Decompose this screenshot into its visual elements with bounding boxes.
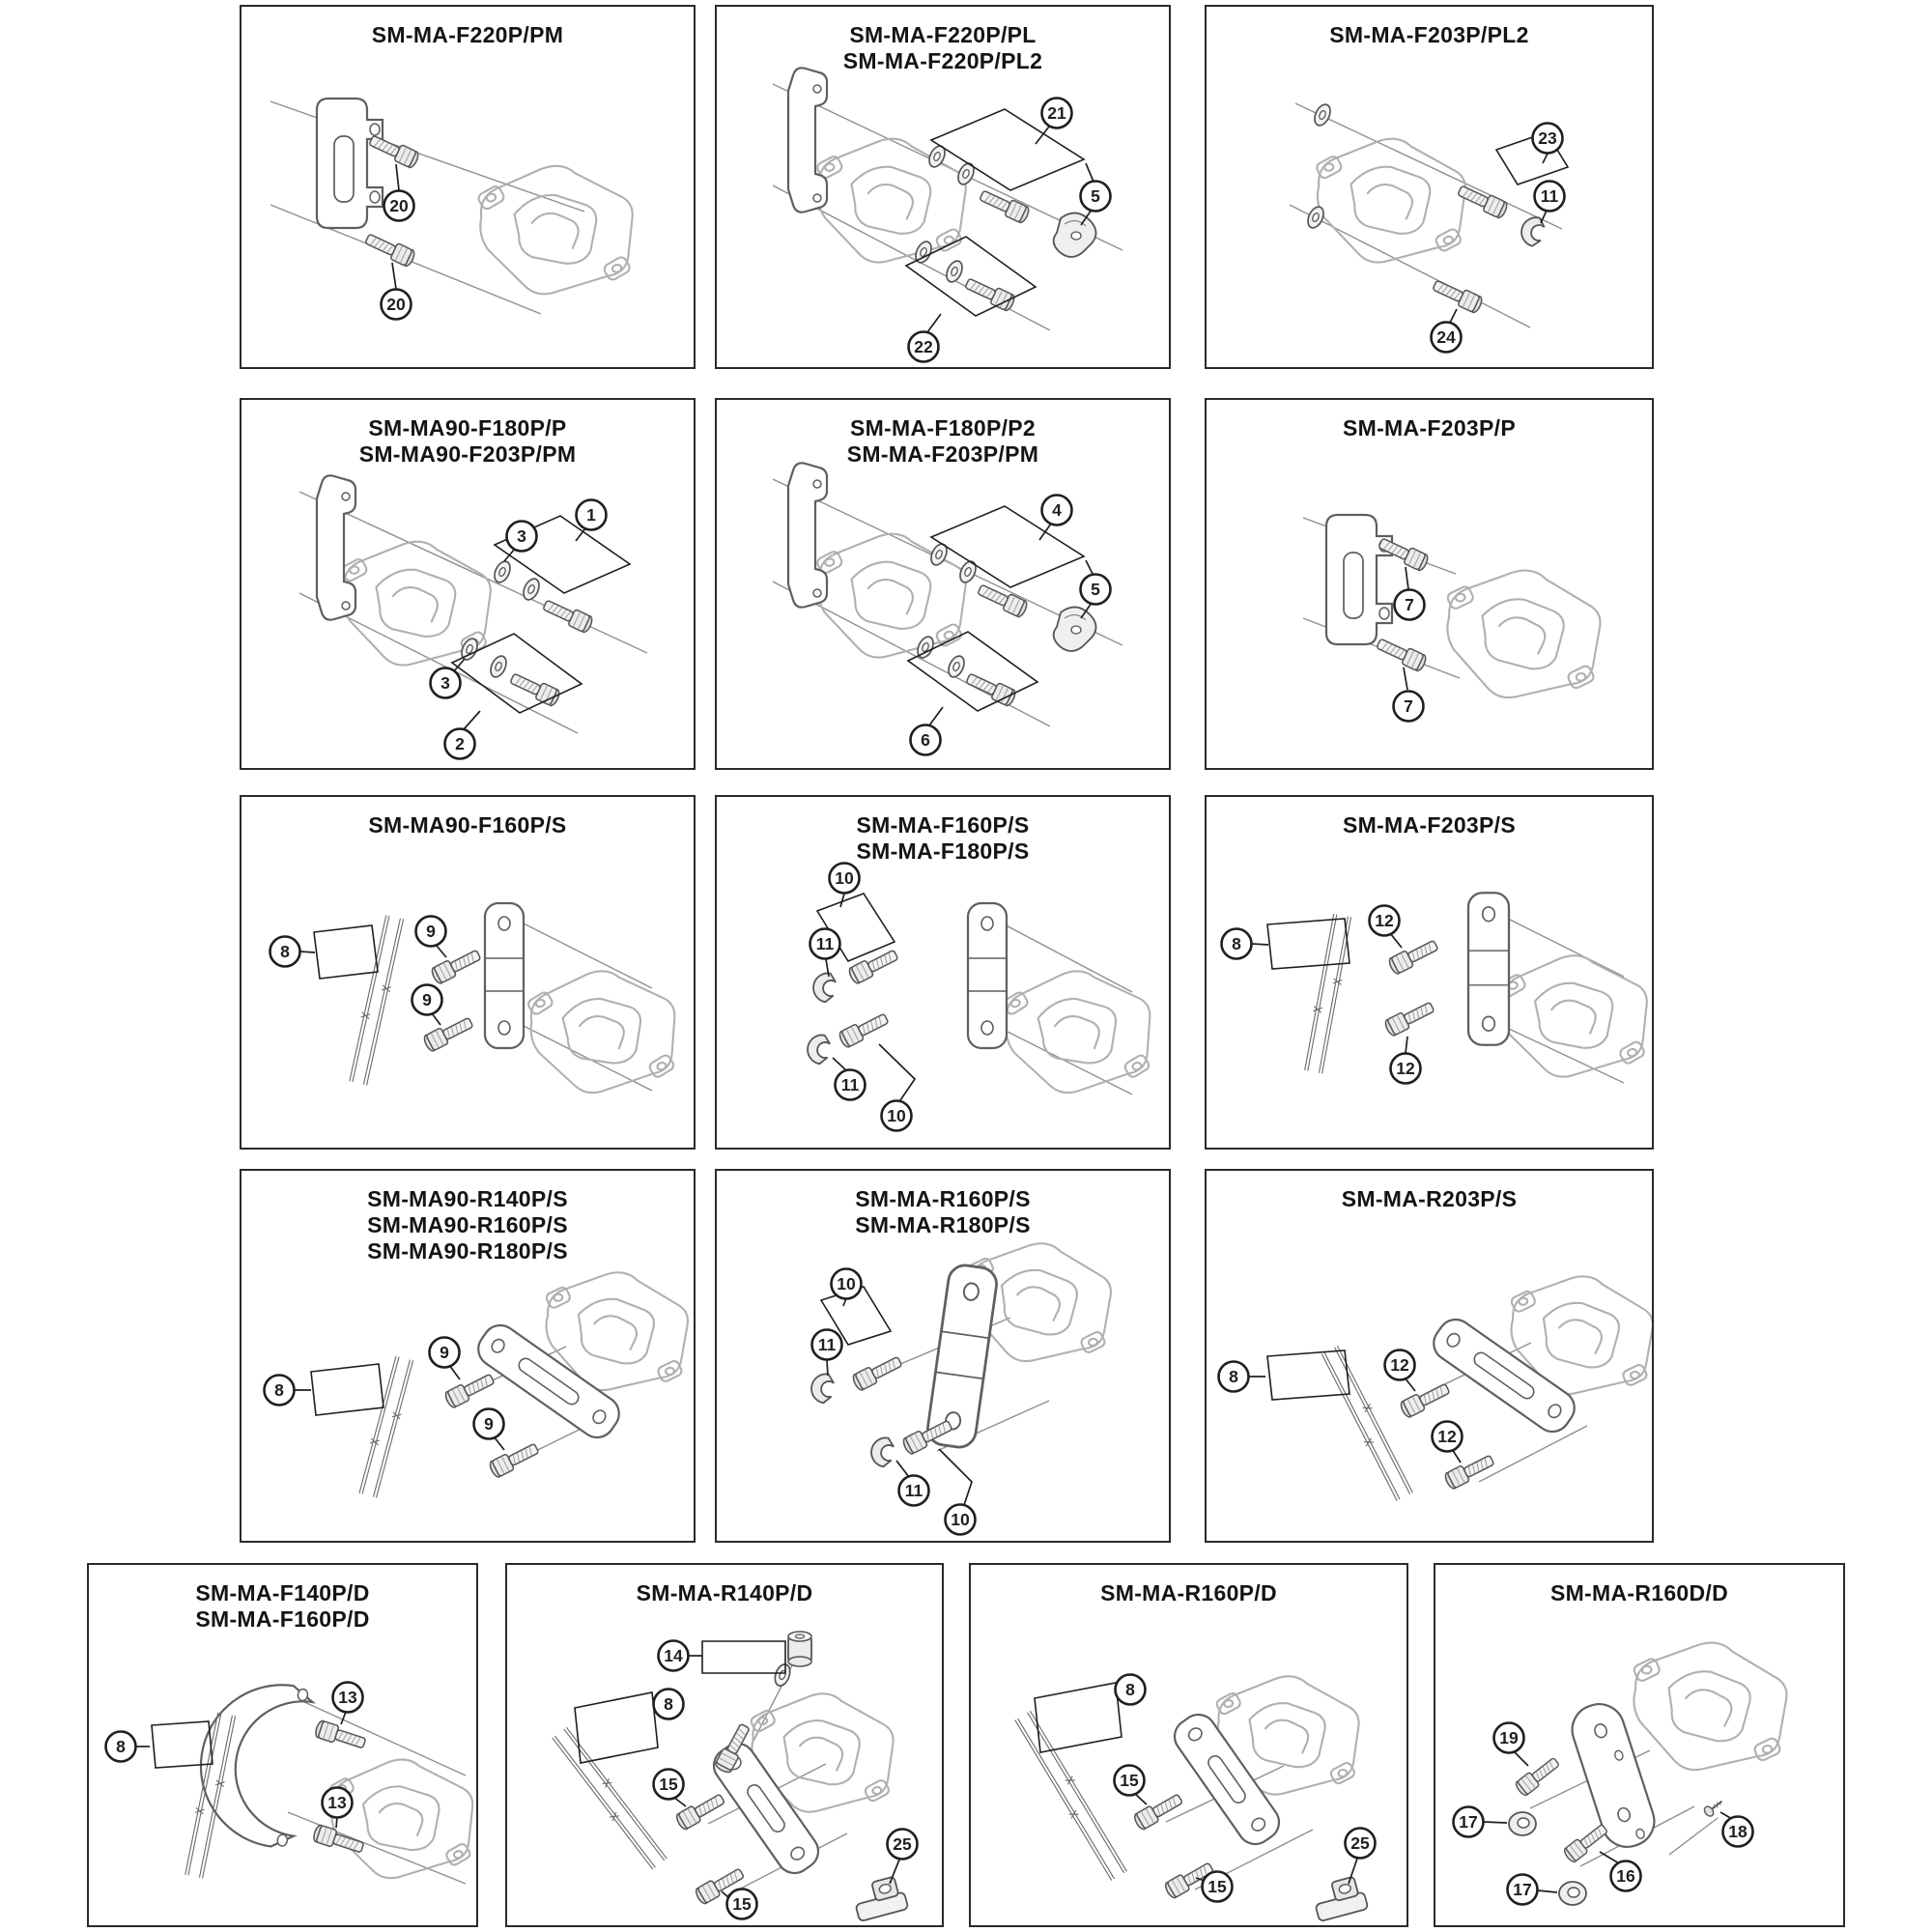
panel-title — [89, 1580, 476, 1633]
leader-line — [1450, 309, 1457, 323]
panel-title — [717, 22, 1169, 74]
mount-bolt — [964, 670, 1017, 707]
callout-24 — [1432, 323, 1462, 353]
svg-text:11: 11 — [815, 934, 835, 953]
callout-11 — [1535, 182, 1565, 212]
leader-line — [341, 1712, 346, 1724]
axis-line — [1295, 103, 1562, 229]
callout-25 — [888, 1830, 918, 1860]
callout-8 — [270, 937, 300, 967]
adapter-bracket — [317, 475, 355, 619]
leader-line — [1406, 1037, 1407, 1053]
panel-title-line: SM-MA-F180P/S — [856, 838, 1030, 864]
svg-text:20: 20 — [386, 295, 406, 314]
svg-text:13: 13 — [327, 1793, 347, 1812]
svg-text:8: 8 — [1229, 1367, 1238, 1386]
panel-title-line: SM-MA-F160P/S — [856, 812, 1030, 838]
callout-11 — [812, 1330, 842, 1360]
svg-text:9: 9 — [426, 922, 436, 941]
callout-9 — [412, 985, 442, 1015]
axis-line — [1492, 1021, 1624, 1083]
mount-bolt — [541, 597, 594, 634]
svg-text:8: 8 — [274, 1380, 284, 1400]
washer — [1559, 1882, 1586, 1905]
leader-line — [939, 1449, 972, 1505]
mount-bolt — [422, 1014, 474, 1053]
svg-text:19: 19 — [1499, 1728, 1519, 1747]
mount-bolt — [963, 275, 1016, 312]
panel-drawing — [1207, 7, 1652, 367]
axis-line — [1479, 1426, 1587, 1482]
leader-line — [879, 1044, 915, 1100]
washer — [957, 559, 979, 585]
svg-text:11: 11 — [904, 1481, 923, 1500]
svg-text:25: 25 — [1350, 1833, 1370, 1853]
panel-title — [1207, 415, 1652, 441]
leader-line — [464, 711, 480, 729]
callout-5 — [1081, 182, 1111, 212]
callout-2 — [445, 729, 475, 759]
callout-1 — [577, 500, 607, 530]
svg-text:18: 18 — [1728, 1822, 1747, 1841]
panel-SM-MA-F160P/S — [715, 795, 1171, 1150]
callout-13 — [333, 1683, 363, 1713]
washer — [928, 542, 950, 568]
svg-text:12: 12 — [1396, 1059, 1415, 1078]
panel-title-line: SM-MA-R160D/D — [1549, 1580, 1729, 1605]
svg-text:7: 7 — [1404, 696, 1413, 716]
mount-bolt — [363, 231, 416, 268]
leader-line — [1039, 524, 1051, 540]
leader-line — [827, 1360, 828, 1376]
callout-4 — [1042, 496, 1072, 526]
svg-text:15: 15 — [1120, 1771, 1139, 1790]
group-box — [311, 1364, 384, 1415]
banjo-washer — [1054, 607, 1096, 651]
svg-text:7: 7 — [1405, 595, 1414, 614]
group-box — [702, 1641, 785, 1673]
panel-SM-MA90-F160P/S — [240, 795, 696, 1150]
panel-title — [507, 1580, 942, 1606]
washer — [946, 654, 967, 680]
callout-9 — [430, 1338, 460, 1368]
panel-title-line: SM-MA-R160P/D — [1100, 1580, 1277, 1605]
panel-title-line: SM-MA-F220P/PL — [849, 22, 1037, 47]
callout-20 — [382, 290, 412, 320]
banjo-washer — [1054, 213, 1096, 257]
leader-line — [927, 314, 941, 332]
leader-line — [436, 945, 446, 957]
callout-12 — [1433, 1422, 1463, 1452]
adapter-bracket — [968, 903, 1007, 1048]
svg-text:17: 17 — [1513, 1880, 1532, 1899]
adapter-bracket — [317, 99, 383, 228]
panel-SM-MA-F180P/P2 — [715, 398, 1171, 770]
spacer-washer — [811, 971, 838, 1003]
svg-text:12: 12 — [1375, 911, 1394, 930]
panel-title-line: SM-MA-F203P/P — [1343, 415, 1516, 440]
adapter-bracket — [485, 903, 524, 1048]
adapter-bracket — [1468, 893, 1509, 1045]
callout-20 — [384, 191, 414, 221]
leader-line — [833, 1058, 846, 1070]
svg-text:16: 16 — [1616, 1866, 1635, 1886]
leader-line — [896, 1461, 909, 1477]
callout-3 — [507, 522, 537, 552]
shim-strips — [1305, 914, 1351, 1073]
shim-strips — [350, 915, 404, 1085]
panel-title-line: SM-MA-F203P/PM — [846, 441, 1039, 467]
panel-title — [1207, 22, 1652, 48]
mount-bolt — [1375, 636, 1428, 672]
callout-10 — [946, 1505, 976, 1535]
leader-line — [396, 164, 399, 190]
callout-16 — [1611, 1861, 1641, 1891]
panel-SM-MA-F140P/D — [87, 1563, 478, 1927]
callout-9 — [474, 1409, 504, 1439]
leader-line — [1390, 933, 1402, 948]
caliper-ghost — [810, 128, 976, 272]
svg-text:10: 10 — [837, 1274, 856, 1293]
panel-SM-MA-F203P/P — [1205, 398, 1654, 770]
panel-SM-MA-R160P/D — [969, 1563, 1408, 1927]
panel-SM-MA-F203P/PL2 — [1205, 5, 1654, 369]
panel-title — [1207, 1186, 1652, 1212]
callout-17 — [1454, 1807, 1484, 1837]
caliper-ghost — [470, 152, 645, 306]
callout-17 — [1508, 1875, 1538, 1905]
spacer-washer — [806, 1033, 832, 1065]
callout-3 — [431, 668, 461, 698]
panel-drawing — [242, 7, 694, 367]
svg-text:15: 15 — [659, 1775, 678, 1794]
panel-SM-MA-R160P/S — [715, 1169, 1171, 1543]
axis-line — [518, 921, 652, 988]
svg-text:17: 17 — [1459, 1812, 1478, 1832]
axis-line — [1669, 1818, 1718, 1855]
panel-title-line: SM-MA-F203P/PL2 — [1329, 22, 1529, 47]
panel-drawing — [1207, 400, 1652, 768]
panel-title-line: SM-MA-F220P/PM — [371, 22, 564, 47]
svg-text:9: 9 — [422, 990, 432, 1009]
svg-text:1: 1 — [586, 505, 596, 525]
panel-title — [717, 1186, 1169, 1238]
panel-title — [717, 812, 1169, 865]
svg-text:8: 8 — [664, 1694, 673, 1714]
group-box — [575, 1692, 658, 1763]
mount-bolt — [488, 1440, 540, 1479]
callout-11 — [899, 1476, 929, 1506]
callout-9 — [416, 917, 446, 947]
svg-text:15: 15 — [1208, 1877, 1227, 1896]
svg-text:10: 10 — [887, 1106, 906, 1125]
panel-title-line: SM-MA90-R180P/S — [367, 1238, 568, 1264]
callout-21 — [1042, 99, 1072, 128]
svg-text:8: 8 — [1232, 934, 1241, 953]
leader-line — [1600, 1852, 1619, 1863]
set-screw — [1703, 1797, 1725, 1818]
leader-line — [392, 263, 396, 289]
callout-15 — [654, 1770, 684, 1800]
callout-18 — [1723, 1817, 1753, 1847]
mount-bolt — [1431, 277, 1484, 314]
group-box — [1267, 1350, 1350, 1400]
panel-title — [242, 22, 694, 48]
svg-text:25: 25 — [893, 1834, 912, 1854]
mount-nut — [788, 1632, 811, 1666]
svg-text:10: 10 — [951, 1510, 970, 1529]
callout-7 — [1395, 590, 1425, 620]
panel-SM-MA90-R140P/S — [240, 1169, 696, 1543]
callout-8 — [106, 1732, 136, 1762]
svg-text:23: 23 — [1538, 128, 1557, 148]
panel-title — [1435, 1580, 1843, 1606]
adapter-bracket — [1566, 1697, 1661, 1853]
callout-8 — [1116, 1675, 1146, 1705]
spacer-washer — [810, 1372, 836, 1404]
adapter-bracket — [1326, 515, 1392, 644]
mount-bolt — [314, 1719, 367, 1751]
mount-bolt — [1383, 999, 1435, 1037]
svg-text:11: 11 — [1540, 186, 1559, 206]
svg-text:22: 22 — [914, 337, 933, 356]
callout-7 — [1394, 692, 1424, 722]
caliper-ghost — [323, 1747, 476, 1889]
leader-line — [1543, 154, 1548, 163]
panel-drawing — [507, 1565, 942, 1925]
panel-title-line: SM-MA-R180P/S — [855, 1212, 1031, 1237]
adapter-bracket — [1168, 1708, 1286, 1851]
panel-title-line: SM-MA90-F160P/S — [368, 812, 567, 838]
leader-line — [1514, 1751, 1528, 1766]
spacer-washer — [869, 1435, 895, 1467]
panel-title-line: SM-MA-R203P/S — [1341, 1186, 1518, 1211]
callout-8 — [654, 1690, 684, 1719]
leader-line — [1086, 163, 1094, 182]
mount-bolt — [976, 582, 1029, 618]
adapter-bracket — [190, 1674, 314, 1849]
mount-bolt — [1387, 937, 1439, 976]
svg-text:5: 5 — [1091, 580, 1100, 599]
group-box — [314, 925, 378, 979]
group-box — [1267, 919, 1350, 969]
callout-12 — [1385, 1350, 1415, 1380]
panel-SM-MA-F220P/PL — [715, 5, 1171, 369]
panel-title-line: SM-MA-F140P/D — [195, 1580, 370, 1605]
mount-bolt — [838, 1010, 890, 1049]
washer — [1312, 102, 1333, 128]
callout-15 — [727, 1889, 757, 1919]
callout-15 — [1115, 1766, 1145, 1796]
svg-text:2: 2 — [455, 734, 465, 753]
svg-text:12: 12 — [1390, 1355, 1409, 1375]
axis-line — [997, 921, 1132, 992]
panel-title-line: SM-MA-F160P/D — [195, 1606, 370, 1632]
panel-title — [717, 415, 1169, 468]
axis-line — [1290, 205, 1530, 327]
washer — [488, 654, 509, 680]
shim-strips — [359, 1356, 413, 1498]
mount-bolt — [851, 1353, 903, 1392]
svg-text:12: 12 — [1437, 1427, 1457, 1446]
leader-line — [504, 549, 515, 561]
panel-title-line: SM-MA90-F180P/P — [368, 415, 567, 440]
svg-text:14: 14 — [664, 1646, 683, 1665]
svg-text:13: 13 — [338, 1688, 357, 1707]
caliper-ghost — [520, 955, 689, 1105]
panel-title — [242, 812, 694, 838]
callout-5 — [1081, 575, 1111, 605]
mount-bolt — [1514, 1755, 1561, 1798]
callout-6 — [911, 725, 941, 755]
callout-10 — [832, 1269, 862, 1299]
washer — [1305, 205, 1326, 231]
mount-bolt — [1443, 1452, 1495, 1491]
mount-bolt — [312, 1824, 365, 1856]
caliper-ghost — [1493, 942, 1652, 1088]
clamp-part — [851, 1875, 909, 1921]
leader-line — [929, 707, 943, 725]
callout-23 — [1533, 124, 1563, 154]
callout-14 — [659, 1641, 689, 1671]
panel-title — [1207, 812, 1652, 838]
svg-text:5: 5 — [1091, 186, 1100, 206]
svg-text:11: 11 — [817, 1335, 837, 1354]
adapter-bracket — [788, 463, 827, 607]
adapter-bracket — [1427, 1313, 1581, 1438]
mount-bolt — [443, 1371, 496, 1409]
svg-text:11: 11 — [840, 1075, 860, 1094]
leader-line — [1252, 944, 1268, 945]
caliper-ghost — [810, 523, 976, 668]
leader-line — [432, 1013, 440, 1025]
mount-bolt — [430, 947, 482, 985]
caliper-ghost — [995, 955, 1164, 1105]
panel-title-line: SM-MA-F220P/PL2 — [842, 48, 1043, 73]
panel-drawing — [1207, 797, 1652, 1148]
shim-strips — [1015, 1711, 1127, 1880]
adapter-bracket — [788, 68, 827, 212]
mount-bolt — [1562, 1822, 1609, 1864]
washer — [521, 577, 542, 603]
svg-text:24: 24 — [1436, 327, 1456, 347]
callout-25 — [1346, 1829, 1376, 1859]
mount-bolt — [978, 187, 1031, 224]
axis-line — [1496, 913, 1624, 977]
panel-SM-MA-R140P/D — [505, 1563, 944, 1927]
panel-title-line: SM-MA-F203P/S — [1343, 812, 1516, 838]
mount-bolt — [1399, 1380, 1451, 1419]
callout-8 — [1219, 1362, 1249, 1392]
panel-SM-MA-R160D/D — [1434, 1563, 1845, 1927]
mount-bolt — [674, 1791, 726, 1832]
mount-bolt — [367, 132, 420, 169]
panel-SM-MA-R203P/S — [1205, 1169, 1654, 1543]
panel-title-line: SM-MA90-R160P/S — [367, 1212, 568, 1237]
leader-line — [1404, 668, 1407, 690]
leader-line — [1406, 567, 1408, 589]
panel-title — [242, 1186, 694, 1264]
svg-text:9: 9 — [484, 1414, 494, 1434]
panel-drawing — [242, 797, 694, 1148]
caliper-ghost — [1627, 1634, 1795, 1778]
panel-drawing — [971, 1565, 1406, 1925]
leader-line — [1538, 1890, 1557, 1892]
svg-text:6: 6 — [921, 730, 930, 750]
group-box — [1035, 1683, 1122, 1752]
panel-SM-MA-F203P/S — [1205, 795, 1654, 1150]
svg-text:8: 8 — [280, 942, 290, 961]
caliper-ghost — [1440, 561, 1608, 706]
svg-text:15: 15 — [732, 1894, 752, 1914]
svg-text:4: 4 — [1052, 500, 1062, 520]
panel-title — [971, 1580, 1406, 1606]
callout-8 — [1222, 929, 1252, 959]
mount-bolt — [847, 947, 899, 985]
callout-10 — [830, 864, 860, 894]
panel-SM-MA90-F180P/P — [240, 398, 696, 770]
svg-text:9: 9 — [440, 1343, 449, 1362]
panel-title-line: SM-MA-F180P/P2 — [849, 415, 1037, 440]
panel-title — [242, 415, 694, 468]
svg-text:3: 3 — [440, 673, 450, 693]
washer — [944, 259, 965, 285]
washer — [1509, 1812, 1536, 1835]
callout-12 — [1370, 906, 1400, 936]
svg-text:20: 20 — [389, 196, 409, 215]
panel-SM-MA-F220P/PM — [240, 5, 696, 369]
mount-bolt — [1132, 1791, 1184, 1832]
panel-title-line: SM-MA-R140P/D — [636, 1580, 813, 1605]
callout-13 — [323, 1788, 353, 1818]
panel-drawing — [1207, 1171, 1652, 1541]
svg-text:8: 8 — [116, 1737, 126, 1756]
svg-text:10: 10 — [835, 868, 854, 888]
callout-8 — [265, 1376, 295, 1406]
svg-text:21: 21 — [1047, 103, 1066, 123]
callout-11 — [810, 929, 840, 959]
washer — [955, 161, 977, 187]
adapter-bracket — [925, 1264, 999, 1450]
panel-drawing — [1435, 1565, 1843, 1925]
callout-15 — [1203, 1872, 1233, 1902]
svg-text:3: 3 — [517, 526, 526, 546]
panel-title-line: SM-MA90-R140P/S — [367, 1186, 568, 1211]
callout-22 — [909, 332, 939, 362]
callout-12 — [1391, 1054, 1421, 1084]
washer — [492, 559, 513, 585]
clamp-part — [1311, 1875, 1369, 1921]
svg-text:8: 8 — [1125, 1680, 1135, 1699]
panel-title-line: SM-MA-R160P/S — [855, 1186, 1031, 1211]
callout-11 — [836, 1070, 866, 1100]
panel-title-line: SM-MA90-F203P/PM — [358, 441, 577, 467]
washer — [772, 1662, 792, 1688]
callout-10 — [882, 1101, 912, 1131]
leader-line — [1484, 1822, 1507, 1823]
callout-19 — [1494, 1723, 1524, 1753]
